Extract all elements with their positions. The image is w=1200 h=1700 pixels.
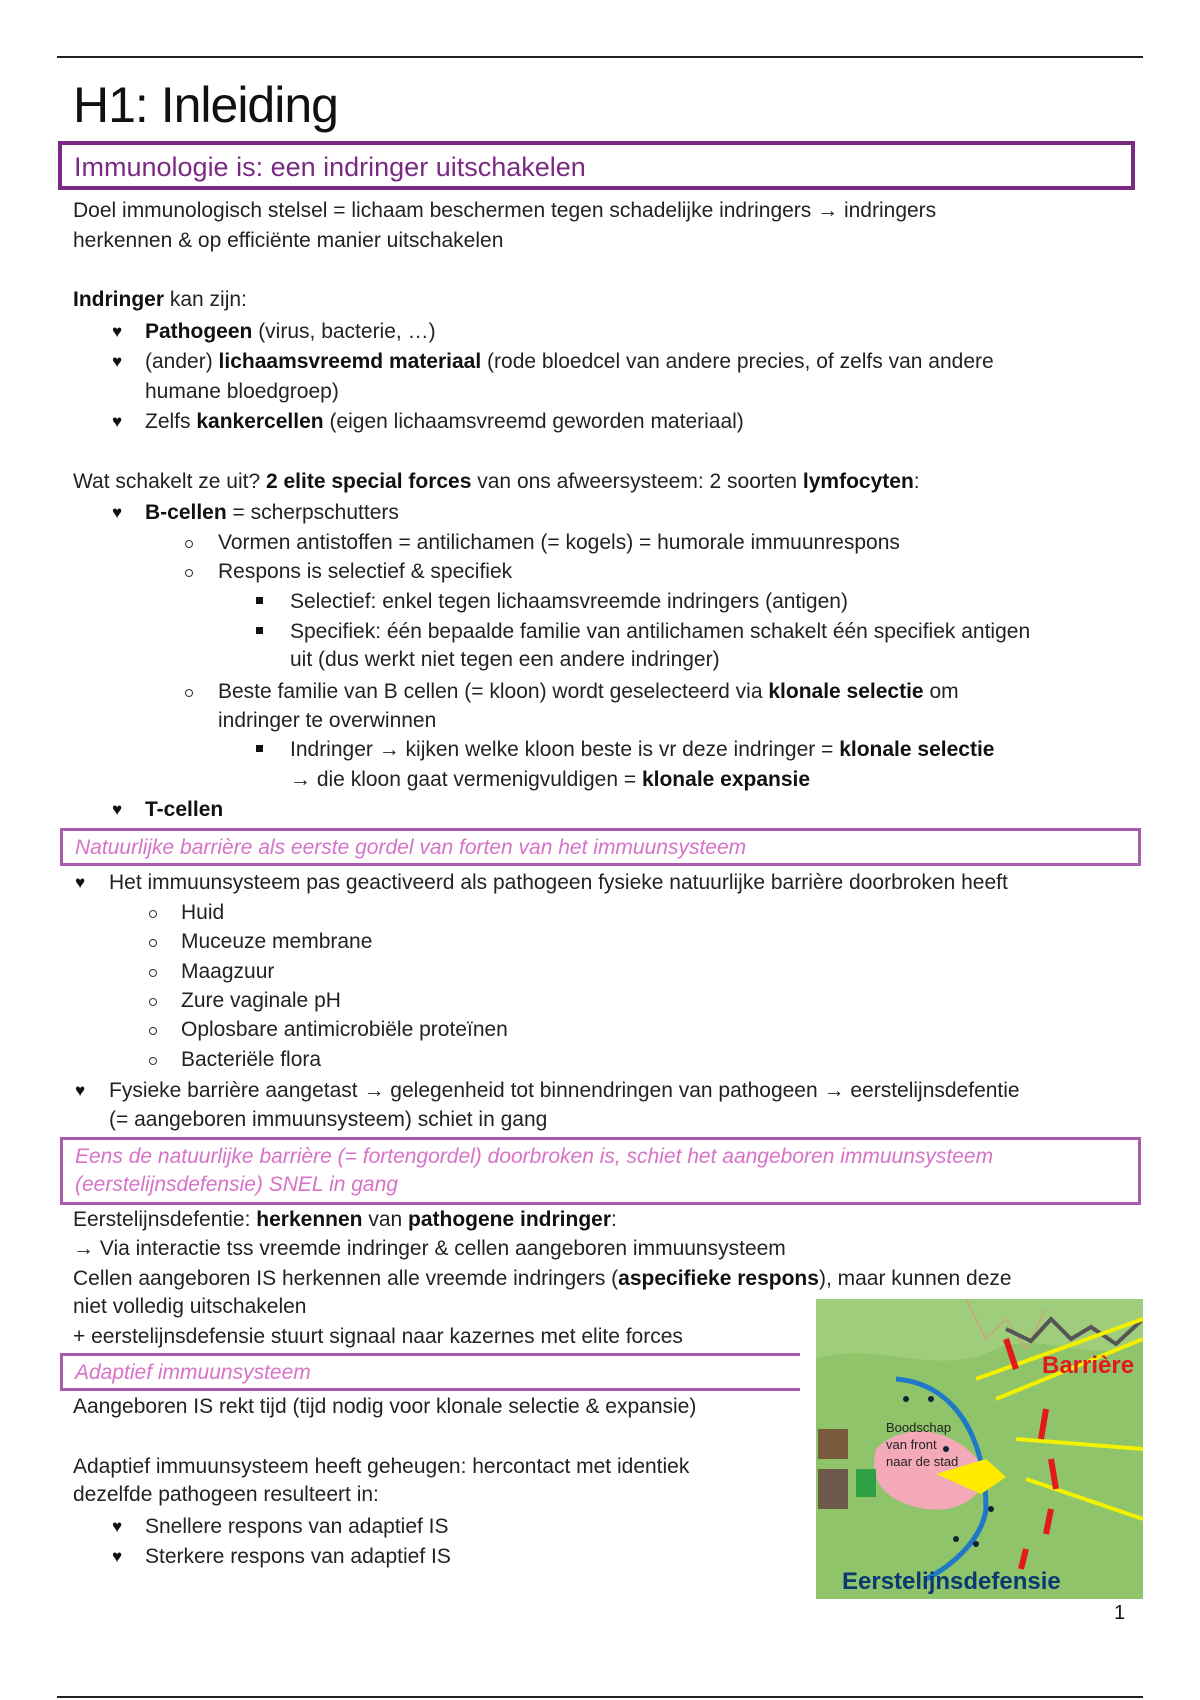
paragraph: dezelfde pathogeen resulteert in:: [73, 1483, 379, 1506]
circle-bullet-icon: [149, 1027, 157, 1035]
list-item-cont: uit (dus werkt niet tegen een andere indringer): [290, 648, 720, 671]
map-dot: [988, 1506, 994, 1512]
intro-line-2: herkennen & op efficiënte manier uitschakelen: [73, 229, 504, 252]
circle-bullet-icon: [149, 969, 157, 977]
heart-bullet-icon: ♥: [112, 1547, 123, 1566]
list-item: Beste familie van B cellen (= kloon) wordt geselecteerd via klonale selectie om: [218, 680, 959, 703]
map-graphic: [816, 1299, 1143, 1599]
square-bullet-icon: [256, 627, 263, 634]
heart-bullet-icon: ♥: [75, 873, 86, 892]
list-item: Pathogeen (virus, bacterie, …): [145, 320, 436, 343]
map-b-badge: [856, 1469, 876, 1497]
paragraph: Adaptief immuunsysteem heeft geheugen: hercontact met identiek: [73, 1455, 690, 1478]
paragraph: niet volledig uitschakelen: [73, 1295, 307, 1318]
barrier-item: Huid: [181, 901, 225, 924]
map-dot: [943, 1446, 949, 1452]
map-dot: [903, 1396, 909, 1402]
subsection-title: Natuurlijke barrière als eerste gordel van forten van het immuunsysteem: [75, 836, 747, 859]
subsection-title: Eens de natuurlijke barrière (= fortengordel) doorbroken is, schiet het aangeboren immuunsysteem (eerstelijnsdefensie) SNEL in gang: [75, 1145, 994, 1196]
map-photo: [818, 1469, 848, 1509]
list-item-cont: → die kloon gaat vermenigvuldigen = klonale expansie: [290, 768, 811, 791]
map-label: Boodschap: [886, 1420, 952, 1435]
barrier-item: Muceuze membrane: [181, 930, 373, 954]
map-label: van front: [886, 1437, 937, 1452]
section-title-box: [58, 141, 1135, 190]
page-number: 1: [1114, 1602, 1126, 1624]
heart-bullet-icon: ♥: [75, 1081, 86, 1100]
heart-bullet-icon: ♥: [112, 322, 123, 341]
top-rule: [57, 56, 1143, 58]
barrier-item: Maagzuur: [181, 959, 275, 983]
heart-bullet-icon: ♥: [112, 412, 123, 431]
heart-bullet-icon: ♥: [112, 1517, 123, 1536]
list-item: Indringer → kijken welke kloon beste is vr deze indringer = klonale selectie: [290, 738, 995, 761]
map-label: naar de stad: [886, 1454, 959, 1469]
paragraph-cont: (= aangeboren immuunsysteem) schiet in gang: [109, 1108, 548, 1131]
circle-bullet-icon: [185, 540, 193, 548]
paragraph: Cellen aangeboren IS herkennen alle vreemde indringers (aspecifieke respons), maar kunnen deze: [73, 1267, 1012, 1290]
heart-bullet-icon: ♥: [112, 800, 123, 819]
circle-bullet-icon: [185, 569, 193, 577]
heart-bullet-icon: ♥: [112, 352, 123, 371]
map-photo: [818, 1429, 848, 1459]
square-bullet-icon: [256, 745, 263, 752]
paragraph: Aangeboren IS rekt tijd (tijd nodig voor klonale selectie & expansie): [73, 1395, 697, 1418]
circle-bullet-icon: [149, 1057, 157, 1065]
bottom-rule: [57, 1696, 1143, 1698]
circle-bullet-icon: [149, 910, 157, 918]
barrier-item: Zure vaginale pH: [181, 988, 341, 1012]
wat-line: Wat schakelt ze uit? 2 elite special forces van ons afweersysteem: 2 soorten lymfocyten:: [73, 470, 920, 493]
circle-bullet-icon: [149, 939, 157, 947]
list-item: Selectief: enkel tegen lichaamsvreemde indringers (antigen): [290, 590, 848, 613]
paragraph: → Via interactie tss vreemde indringer & cellen aangeboren immuunsysteem: [73, 1237, 786, 1260]
list-item-cont: humane bloedgroep): [145, 380, 339, 403]
map-dot: [953, 1536, 959, 1542]
paragraph: + eerstelijnsdefensie stuurt signaal naar kazernes met elite forces: [73, 1325, 683, 1348]
subsection-title: Adaptief immuunsysteem: [75, 1361, 311, 1384]
paragraph: Het immuunsysteem pas geactiveerd als pathogeen fysieke natuurlijke barrière doorbroken heeft: [109, 871, 1008, 894]
subsection-title-box: [60, 1137, 1141, 1205]
list-item: Respons is selectief & specifiek: [218, 560, 513, 583]
subsection-title-box: [60, 1353, 800, 1391]
square-bullet-icon: [256, 597, 263, 604]
list-item: (ander) lichaamsvreemd materiaal (rode bloedcel van andere precies, of zelfs van andere: [145, 350, 994, 373]
list-item: Snellere respons van adaptief IS: [145, 1515, 449, 1538]
list-item-cont: indringer te overwinnen: [218, 709, 437, 732]
circle-bullet-icon: [185, 689, 193, 697]
list-item: Specifiek: één bepaalde familie van antilichamen schakelt één specifiek antigen: [290, 620, 1031, 643]
barrier-item: Bacteriële flora: [181, 1047, 322, 1071]
paragraph: Fysieke barrière aangetast → gelegenheid tot binnendringen van pathogeen → eerstelijnsdefentie: [109, 1079, 1020, 1102]
section-title: Immunologie is: een indringer uitschakelen: [74, 152, 586, 182]
list-item: Sterkere respons van adaptief IS: [145, 1545, 451, 1568]
map-label-eerstelijnsdefensie: Eerstelijnsdefensie: [842, 1568, 1061, 1595]
map-label-barriere: Barrière: [1042, 1352, 1135, 1379]
page-title: H1: Inleiding: [73, 77, 338, 133]
paragraph: Eerstelijnsdefentie: herkennen van pathogene indringer:: [73, 1208, 617, 1231]
barrier-item: Oplosbare antimicrobiële proteïnen: [181, 1018, 508, 1042]
list-item: T-cellen: [145, 798, 224, 821]
circle-bullet-icon: [149, 998, 157, 1006]
intro-line-1: Doel immunologisch stelsel = lichaam beschermen tegen schadelijke indringers → indringers: [73, 199, 937, 222]
map-dot: [973, 1541, 979, 1547]
fortress-map-image: [816, 1299, 1143, 1599]
list-item: B-cellen = scherpschutters: [145, 501, 399, 524]
indringer-heading: Indringer kan zijn:: [73, 288, 247, 311]
list-item: Vormen antistoffen = antilichamen (= kogels) = humorale immuunrespons: [218, 531, 900, 554]
list-item: Zelfs kankercellen (eigen lichaamsvreemd geworden materiaal): [145, 410, 744, 433]
map-dot: [928, 1396, 934, 1402]
heart-bullet-icon: ♥: [112, 503, 123, 522]
subsection-title-box: [60, 828, 1141, 866]
